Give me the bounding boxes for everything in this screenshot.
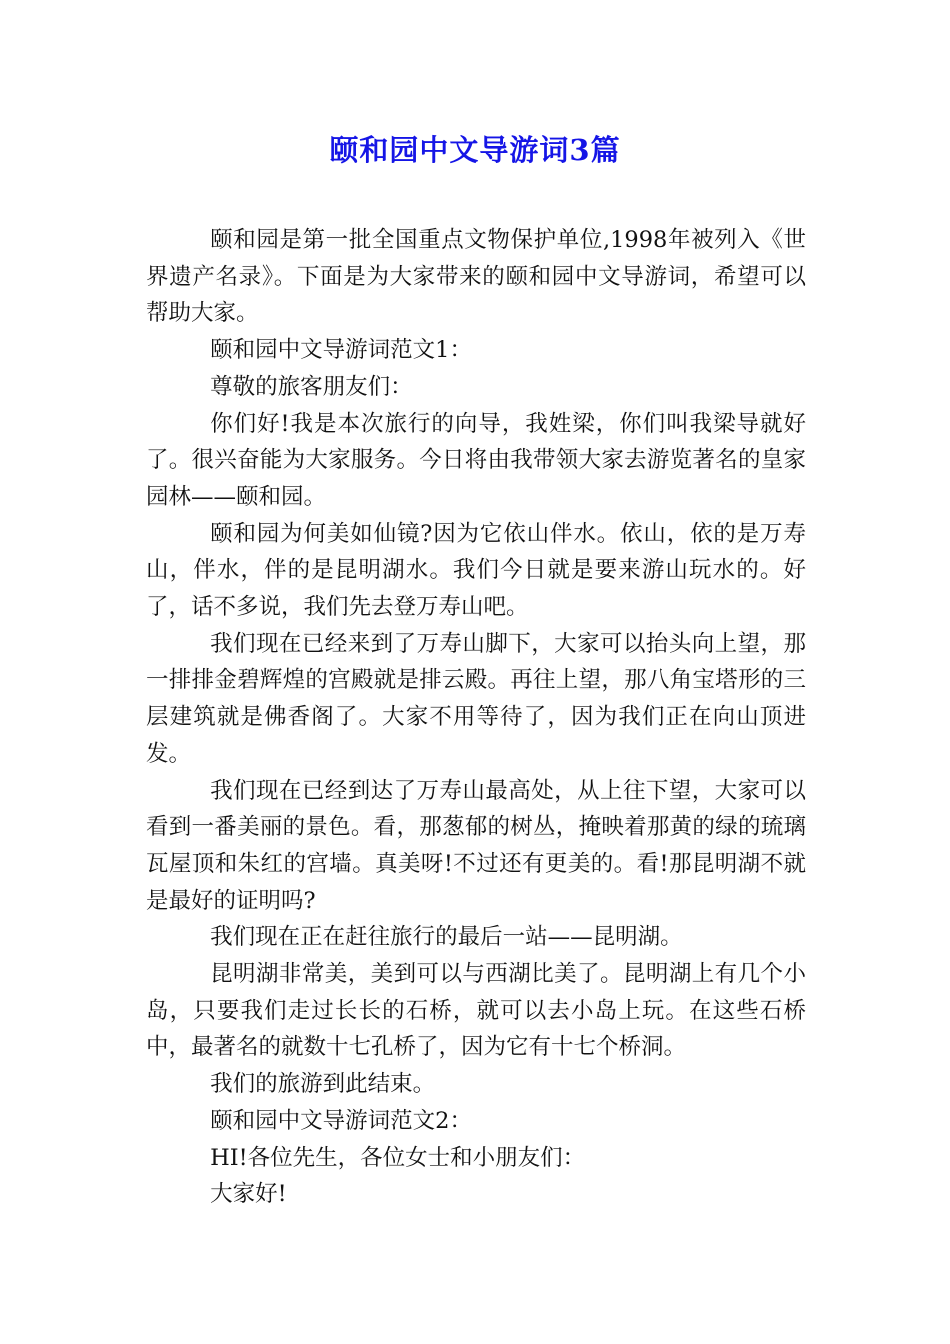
paragraph: 颐和园为何美如仙镜?因为它依山伴水。依山，依的是万寿山，伴水，伴的是昆明湖水。我们今日就是要来游山玩水的。好了，话不多说，我们先去登万寿山吧。	[146, 520, 806, 621]
paragraph: 我们现在已经到达了万寿山最高处，从上往下望，大家可以看到一番美丽的景色。看，那葱郁的树丛，掩映着那黄的绿的琉璃瓦屋顶和朱红的宫墙。真美呀!不过还有更美的。看!那昆明湖不就是最好的证明吗?	[146, 777, 806, 914]
paragraph-intro: 颐和园是第一批全国重点文物保护单位,1998年被列入《世界遗产名录》。下面是为大家带来的颐和园中文导游词，希望可以帮助大家。	[146, 227, 806, 327]
document-body	[146, 222, 806, 1213]
paragraph: 我们现在已经来到了万寿山脚下，大家可以抬头向上望，那一排排金碧辉煌的宫殿就是排云殿。再往上望，那八角宝塔形的三层建筑就是佛香阁了。大家不用等待了，因为我们正在向山顶进发。	[146, 630, 806, 767]
paragraph: 你们好!我是本次旅行的向导，我姓梁，你们叫我梁导就好了。很兴奋能为大家服务。今日将由我带领大家去游览著名的皇家园林——颐和园。	[146, 410, 806, 510]
paragraph-sample-2-heading: 颐和园中文导游词范文2：	[210, 1107, 472, 1134]
document-title: 颐和园中文导游词3篇	[329, 133, 621, 167]
paragraph: 昆明湖非常美，美到可以与西湖比美了。昆明湖上有几个小岛，只要我们走过长长的石桥，就可以去小岛上玩。在这些石桥中，最著名的就数十七孔桥了，因为它有十七个桥洞。	[146, 961, 806, 1061]
paragraph-sample-1-heading: 颐和园中文导游词范文1：	[210, 337, 472, 364]
paragraph: 我们的旅游到此结束。	[210, 1071, 436, 1098]
paragraph: 大家好!	[210, 1181, 287, 1208]
paragraph-greeting: HI!各位先生，各位女士和小朋友们：	[210, 1144, 586, 1171]
paragraph-greeting: 尊敬的旅客朋友们：	[210, 373, 413, 400]
paragraph: 我们现在正在赶往旅行的最后一站——昆明湖。	[210, 924, 683, 951]
